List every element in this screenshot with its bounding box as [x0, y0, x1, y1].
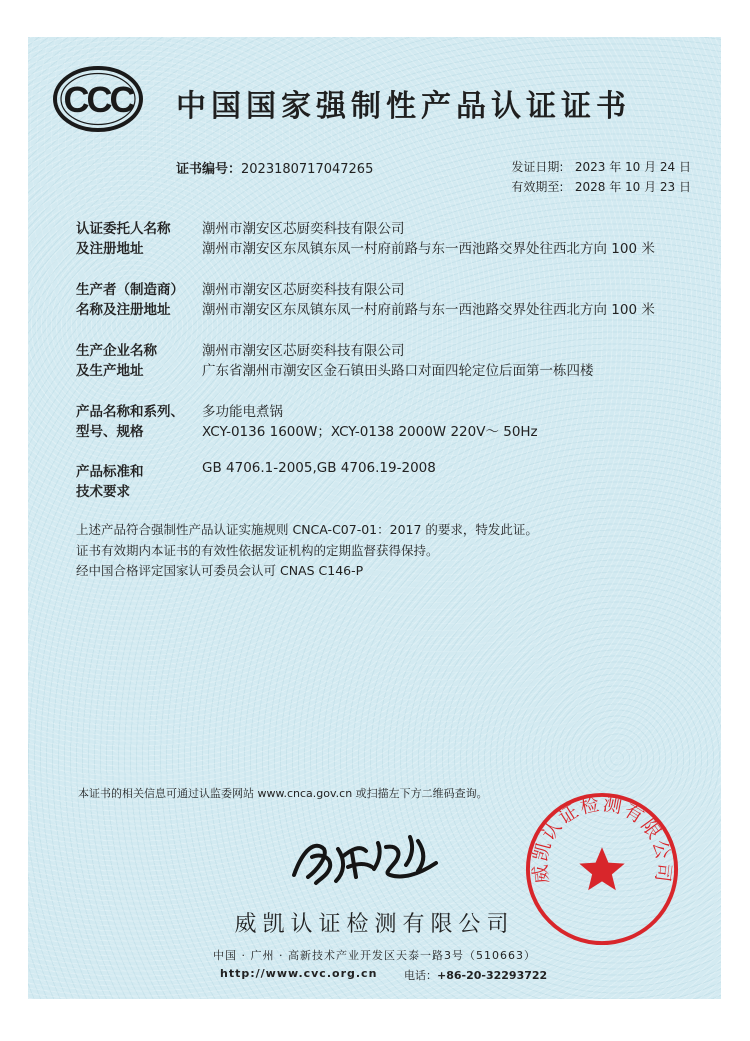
signature [286, 827, 451, 889]
issuer-phone-label: 电话： [404, 969, 437, 982]
field-manufacturer-name: 潮州市潮安区芯厨奕科技有限公司 [202, 282, 405, 298]
issuer-address: 中国 · 广州 · 高新技术产业开发区天泰一路3号（510663） [213, 949, 536, 962]
field-factory-address: 广东省潮州市潮安区金石镇田头路口对面四轮定位后面第一栋四楼 [202, 363, 594, 379]
seal-text: 威凯认证检测有限公司 [529, 793, 675, 885]
certificate-number-value: 2023180717047265 [241, 162, 374, 177]
issuer-phone-value: +86-20-32293722 [437, 969, 548, 982]
field-product-label-2: 型号、规格 [76, 424, 144, 440]
issuer-company: 威凯认证检测有限公司 [234, 912, 515, 937]
statement-compliance: 上述产品符合强制性产品认证实施规则 CNCA-C07-01：2017 的要求，特发此证。 [76, 522, 538, 537]
issue-date-label: 发证日期: [511, 160, 564, 174]
certificate-title: 中国国家强制性产品认证证书 [176, 89, 631, 124]
statement-validity: 证书有效期内本证书的有效性依据发证机构的定期监督获得保持。 [76, 543, 439, 558]
issuer-website[interactable]: http://www.cvc.org.cn [220, 967, 378, 980]
field-manufacturer-address: 潮州市潮安区东凤镇东凤一村府前路与东一西池路交界处往西北方向 100 米 [202, 302, 655, 318]
certificate-number-label: 证书编号： [176, 162, 242, 177]
ccc-logo [52, 65, 144, 133]
field-manufacturer-label-1: 生产者（制造商） [76, 282, 184, 298]
field-standard-label-2: 技术要求 [76, 484, 130, 500]
issuer-phone [404, 967, 547, 983]
certificate-number [176, 158, 373, 177]
field-product-model: XCY-0136 1600W；XCY-0138 2000W 220V～ 50Hz [202, 424, 538, 440]
field-factory-label-1: 生产企业名称 [76, 343, 157, 359]
verification-footnote: 本证书的相关信息可通过认监委网站 www.cnca.gov.cn 或扫描左下方二维码查询。 [78, 787, 488, 800]
field-manufacturer-label-2: 名称及注册地址 [76, 302, 171, 318]
expiry-date [511, 178, 691, 195]
field-product-label-1: 产品名称和系列、 [76, 404, 184, 420]
field-standard-label-1: 产品标准和 [76, 464, 144, 480]
issue-date-value: 2023 年 10 月 24 日 [574, 160, 691, 174]
certificate [28, 37, 721, 999]
field-factory-label-2: 及生产地址 [76, 363, 144, 379]
statement-accreditation: 经中国合格评定国家认可委员会认可 CNAS C146-P [76, 563, 364, 578]
field-applicant-label-2: 及注册地址 [76, 241, 144, 257]
ccc-logo-text: CCC [63, 79, 133, 120]
field-product-name: 多功能电煮锅 [202, 404, 283, 420]
expiry-date-value: 2028 年 10 月 23 日 [574, 180, 691, 194]
expiry-date-label: 有效期至: [511, 180, 564, 194]
company-seal [523, 790, 681, 948]
seal-star-icon [579, 847, 624, 890]
field-applicant-address: 潮州市潮安区东凤镇东凤一村府前路与东一西池路交界处往西北方向 100 米 [202, 241, 655, 257]
field-applicant-name: 潮州市潮安区芯厨奕科技有限公司 [202, 221, 405, 237]
issue-date [511, 158, 691, 175]
field-applicant-label-1: 认证委托人名称 [76, 221, 171, 237]
field-standard-value: GB 4706.1-2005,GB 4706.19-2008 [202, 460, 436, 476]
field-factory-name: 潮州市潮安区芯厨奕科技有限公司 [202, 343, 405, 359]
